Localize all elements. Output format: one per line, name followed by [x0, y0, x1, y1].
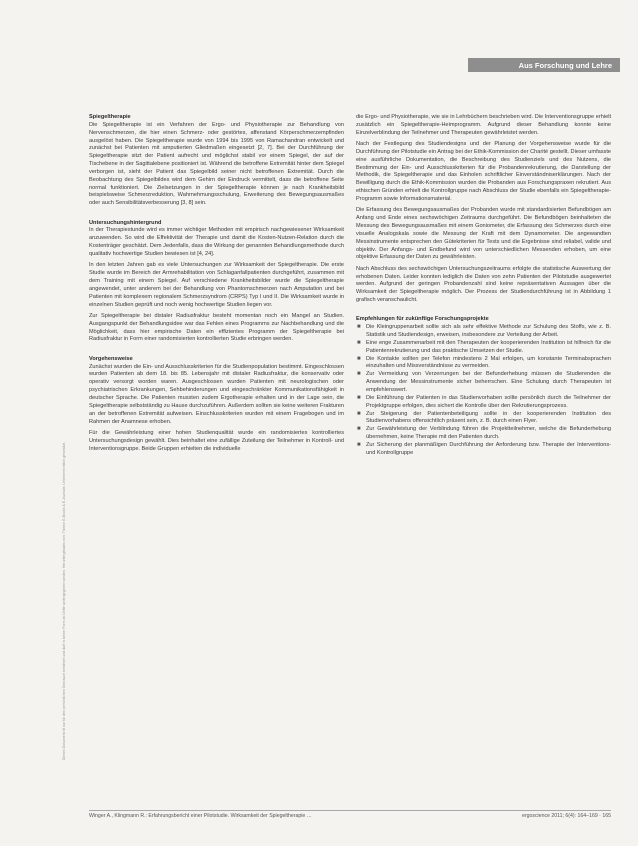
recommendation-list: [356, 324, 611, 457]
paragraph: Für die Gewährleistung einer hohen Studienqualität wurde ein randomisiertes kontrolliertes Untersuchungsdesign gewählt. Dies beinhaltet eine zufällige Zuteilung der Teilnehmer in Kontroll- und Interventionsgruppe. Beide Gruppen erhielten die individuelle: [89, 429, 344, 452]
paragraph: die Ergo- und Physiotherapie, wie sie in Lehrbüchern beschrieben wird. Die Interventionsgruppe erhielt zusätzlich ein Spiegeltherapie-Heimprogramm. Aufgrund dieser Behandlung konnte keine Einzelverblindung der Teilnehmer und Therapeuten gewährleistet werden.: [356, 114, 611, 136]
side-copyright-note: Dieses Dokument ist nur für den persönlichen Gebrauch bestimmt und darf in keiner Form an Dritte weitergegeben werden. Heruntergeladen von: Thieme E-Books & E-Journals. Urheberrechtlich geschützt.: [62, 441, 66, 760]
list-item: ■ Die Kleingruppenarbeit sollte sich als sehr effektive Methode zur Schulung des Stoffs, wie z. B. Statistik und Studiendesign, erweisen, insbesondere zur Verteilung der Arbeit.: [357, 324, 611, 339]
heading-vorgehensweise: Vorgehensweise: [89, 355, 133, 362]
bullet-icon: ■: [357, 324, 361, 331]
bullet-icon: ■: [357, 355, 361, 362]
heading-empfehlungen: Empfehlungen für zukünftige Forschungsprojekte: [356, 316, 489, 323]
section-banner: [468, 58, 620, 72]
heading-spiegeltherapie: Spiegeltherapie: [89, 114, 131, 120]
paragraph: In den letzten Jahren gab es viele Untersuchungen zur Wirksamkeit der Spiegeltherapie. Die erste Studie wurde im Bereich der Armrehabilitation von Schlaganfallpatienten durchgeführt, zusammen mit dem Training mit einem Spiegel. Auf verschiedene Krankheitsbilder wurde die Spiegeltherapie angewendet, unter anderem bei der Behandlung von Phantomschmerzen nach Amputation und bei Patienten mit komplexem regionalem Schmerzsyndrom (CRPS) Typ I und II. Die Wirksamkeit wurde in einzelnen Studien geprüft und noch wenig hochwertige Studien liegen vor.: [89, 262, 344, 308]
section-label: Aus Forschung und Lehre: [518, 60, 612, 70]
bullet-icon: ■: [357, 410, 361, 417]
left-column: [89, 114, 344, 806]
paragraph: Die Erfassung des Bewegungsausmaßes der Probanden wurde mit standardisierten Befundbögen am Anfang und Ende eines sechswöchigen Zeitraums durchgeführt. Die Befundbögen beinhalteten die Messung des Bewegungsausmaßes mit einem Goniometer, die Erfassung des Schmerzes durch eine visuelle Analogskala sowie die Messung der Kraft mit dem Dynamometer. Die angewandten Messinstrumente entsprechen den Gütekriterien für Tests und die Ergebnisse sind reliabel, valide und objektiv. Der Anfangs- und Endbefund wird von unterschiedlichen Messenden erhoben, um eine objektive Erfassung der Daten zu gewährleisten.: [356, 207, 611, 261]
paragraph: Nach Abschluss des sechswöchigen Untersuchungszeitraums erfolgte die statistische Auswertung der erhobenen Daten. Leider konnten lediglich die Daten von zehn Patienten der Pilotstudie ausgewertet werden. Aufgrund der geringen Probandenzahl sind keine repräsentativen Aussagen über die Wirksamkeit der Spiegeltherapie möglich. Der Prozess der Studiendurchführung ist in Abbildung 1 grafisch veranschaulicht.: [356, 265, 611, 304]
bullet-icon: ■: [357, 426, 361, 433]
paragraph: Zunächst wurden die Ein- und Ausschlusskriterien für die Studienpopulation bestimmt. Eingeschlossen wurden Patienten ab dem 18. bis 85. Lebensjahr mit distaler Radiusfraktur, die konservativ oder operativ versorgt worden waren. Ausgeschlossen wurden Patienten mit neurologischen oder psychiatrischen Erkrankungen, Sehbehinderungen und eingeschränkter Kommunikationsfähigkeit in deutscher Sprache. Die Patienten mussten zudem Ergotherapie erhalten und in der Lage sein, die Spiegeltherapie selbstständig zu Hause durchzuführen. Außerdem sollten sie keine weiteren Frakturen an der betroffenen Extremität aufweisen. Einschlusskriterien wurden mit einem Fragebogen und im Rahmen der Anamnese erhoben.: [89, 363, 344, 425]
list-item: ■ Die Einführung der Patienten in das Studienvorhaben sollte persönlich durch die Teilnehmer der Projektgruppe erfolgen, dies sichert die Kontrolle über den Rekrutierungsprozess.: [357, 394, 611, 409]
list-item: ■ Zur Steigerung der Patientenbeteiligung sollte in der kooperierenden Institution des Studienvorhabens offensichtlich präsent sein, z. B. durch einen Flyer.: [357, 410, 611, 425]
right-column: [356, 114, 611, 806]
bullet-icon: ■: [357, 394, 361, 401]
footer-divider: [89, 810, 611, 811]
list-item: ■ Zur Gewährleistung der Verblindung führen die Projektteilnehmer, welche die Befunderhebung übernehmen, keine Therapie mit den Patienten durch.: [357, 426, 611, 441]
list-item: ■ Zur Vermeidung von Verzerrungen bei der Befunderhebung müssen die Studierenden die Anwendung der Messinstrumente sicher beherrschen. Eine Schulung durch Therapeuten ist empfehlenswert.: [357, 371, 611, 393]
page-footer: [89, 813, 611, 819]
footer-citation: Winger A., Klingmann R.: Erfahrungsbericht einer Pilotstudie. Wirksamkeit der Spiegeltherapie …: [89, 813, 312, 819]
paragraph: Nach der Festlegung des Studiendesigns und der Planung der Vorgehensweise wurde für die Durchführung der Pilotstudie ein Antrag bei der Ethik-Kommission der Charité gestellt. Dieser umfasste eine ausführliche Dokumentation, die Beschreibung des Studienziels und des Nutzens, die Bestimmung der Ein- und Ausschlusskriterien für die Probandenrekrutierung, die Darstellung der Methodik, die Spiegeltherapie und das Einholen schriftlicher Einverständniserklärungen. Nach der Bewilligung durch die Ethik-Kommission wurden die Probanden aus Forschungspraxen rekrutiert. Aus ethischen Gründen erhielt die Kontrollgruppe nach Abschluss der Studie ebenfalls ein Spiegeltherapie-Programm sowie Informationsmaterial.: [356, 141, 611, 202]
paragraph: In der Therapiestunde wird es immer wichtiger Methoden mit empirisch nachgewiesener Wirksamkeit anzuwenden. So wird die Effektivität der Therapie und damit die Kosten-Nutzen-Relation durch die Kostenträger geschätzt. Dem Jedenfalls, dass die Wirkung der genannten Behandlungsmethode durch qualitativ hochwertige Studien bewiesen ist [4, 24].: [89, 227, 344, 257]
bullet-icon: ■: [357, 371, 361, 378]
paragraph: Zur Spiegeltherapie bei distaler Radiusfraktur besteht momentan noch ein Mangel an Studien. Ausgangspunkt der Behandlungsidee war das Fehlen eines Programms zur Nachbehandlung und die Möglichkeit, dass hier empirische Daten ein effizientes Programm der Spiegeltherapie bei Radiusfraktur in Form einer randomisierten kontrollierten Studie erbringen werden.: [89, 312, 344, 343]
list-item: ■ Eine enge Zusammenarbeit mit den Therapeuten der kooperierenden Institution ist hilfreich für die Patientenrekrutierung und das praktische Umsetzen der Studie.: [357, 339, 611, 354]
bullet-icon: ■: [357, 441, 361, 448]
paragraph: Die Spiegeltherapie ist ein Verfahren der Ergo- und Physiotherapie zur Behandlung von Nervenschmerzen, die hier einen Schmerz- oder gestörtes, affenstand Körperschmerzempfinden ausgelöst haben. Die Spiegeltherapie wurde von 1994 bis 1995 von Ramachandran entwickelt und zunächst bei Patienten mit amputierten Gliedmaßen eingesetzt [2, 7]. Bei der Durchführung der Spiegeltherapie sitzt der Patient aufrecht und möglichst stabil vor einem Spiegel, der auf der Tischebene in der Sagittalebene positioniert ist. Während die betroffene Extremität hinter dem Spiegel verborgen ist, sieht der Patient das Spiegelbild seiner nicht betroffenen Extremität. Durch die Beobachtung des Spiegelbildes wird dem Gehirn der Eindruck vermittelt, dass die betroffene Seite normal funktioniert. Die Zielsetzungen in der Spiegeltherapie können je nach Krankheitsbild beispielsweise Schmerzreduktion, Wahrnehmungsschulung, Erweiterung des Bewegungsausmaßes oder auch Sensibilitätsverbesserung [3, 8] sein.: [89, 121, 344, 207]
bullet-icon: ■: [357, 339, 361, 346]
list-item: ■ Die Kontakte sollten per Telefon mindestens 2 Mal erfolgen, um konstante Terminabsprachen einzuhalten und Missverständnisse zu vermeiden.: [357, 355, 611, 370]
footer-journal: ergoscience 2011; 6(4): 164–169 · 165: [521, 813, 611, 819]
heading-untersuchungshintergrund: Untersuchungshintergrund: [89, 219, 162, 226]
list-item: ■ Zur Sicherung der planmäßigen Durchführung der Anforderung bzw. Therapie der Interventions- und Kontrollgruppe: [357, 441, 611, 456]
